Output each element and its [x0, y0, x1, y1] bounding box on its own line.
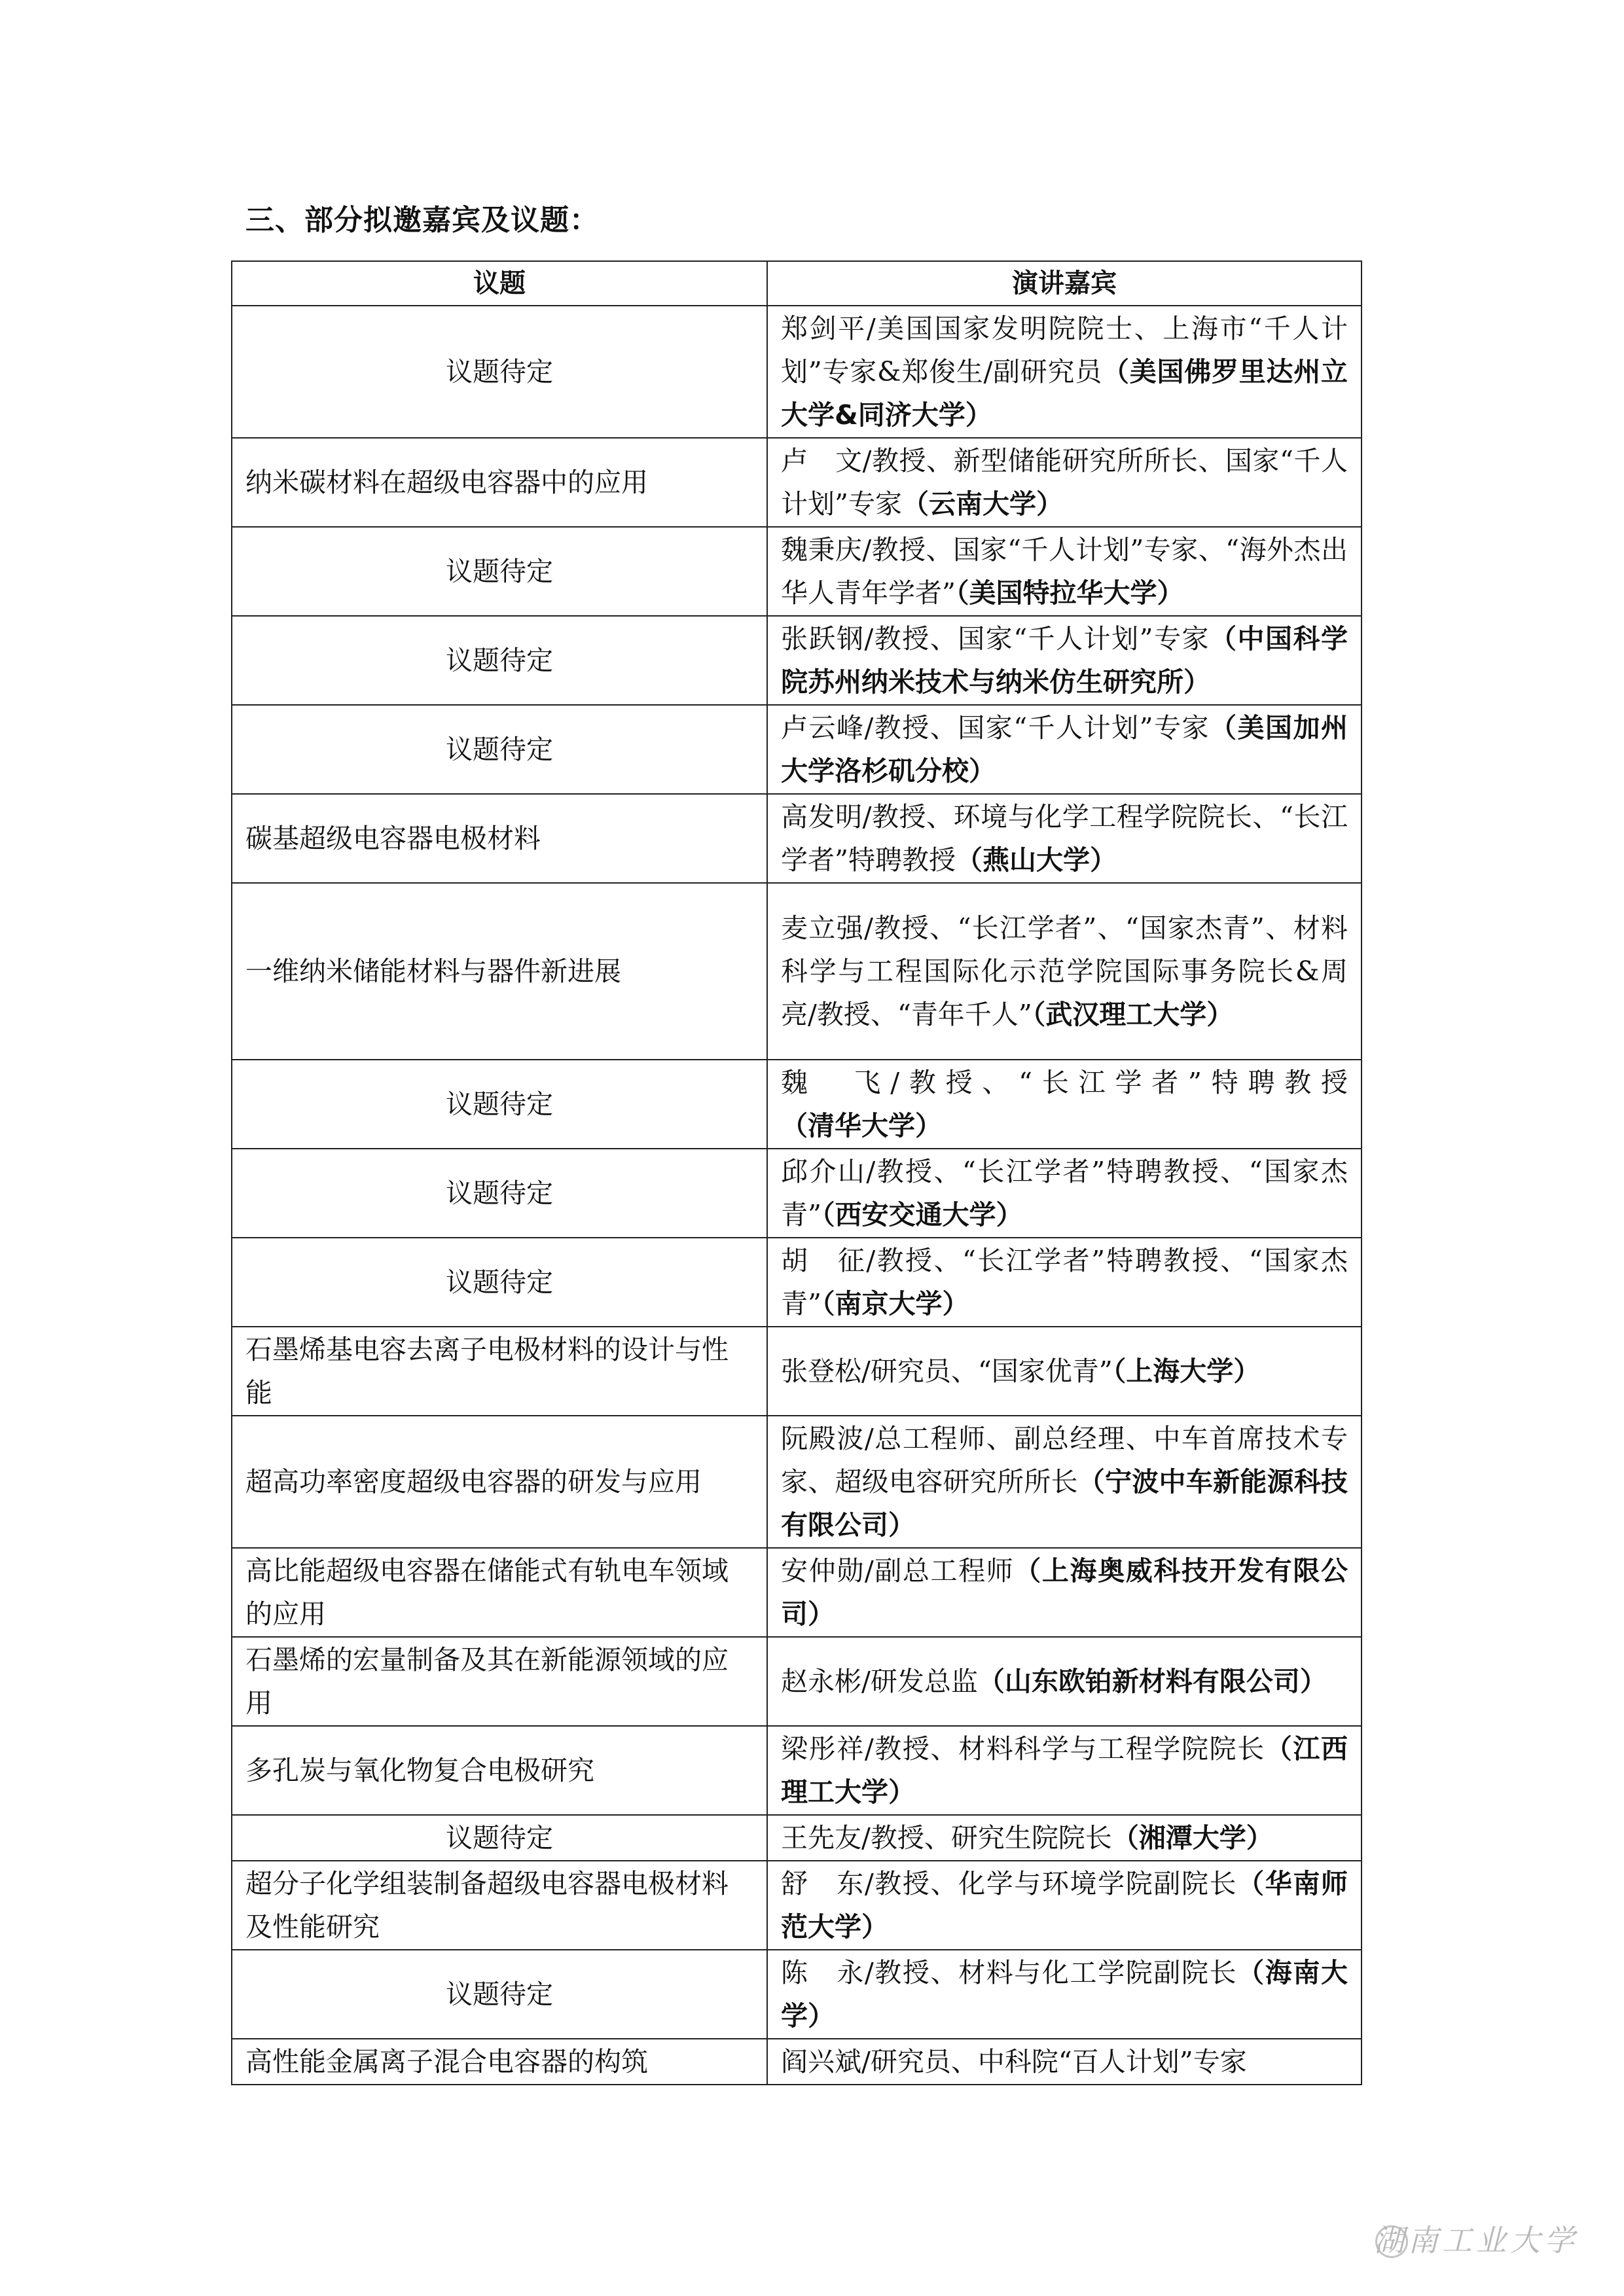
speaker-text: 阮殿波/总工程师、副总经理、中车首席技术专家、超级电容研究所所长	[781, 1423, 1348, 1498]
speaker-cell	[767, 2039, 1362, 2085]
topic-cell: 议题待定	[232, 306, 767, 438]
speaker-text: 王先友/教授、研究生院院长	[781, 1822, 1112, 1854]
speaker-text: 陈 永/教授、材料与化工学院副院长	[781, 1957, 1238, 1988]
topic-cell: 议题待定	[232, 705, 767, 794]
table-row	[232, 1238, 1362, 1327]
topic-cell: 高性能金属离子混合电容器的构筑	[232, 2039, 767, 2085]
speaker-text: 郑剑平/美国国家发明院院士、上海市“千人计划”专家&郑俊生/副研究员	[781, 313, 1348, 387]
table-row	[232, 1327, 1362, 1416]
topic-cell: 议题待定	[232, 1060, 767, 1149]
table-row	[232, 1815, 1362, 1861]
speaker-cell	[767, 1060, 1362, 1149]
topic-cell: 纳米碳材料在超级电容器中的应用	[232, 438, 767, 527]
speaker-org: （西安交通大学）	[821, 1199, 1023, 1230]
topic-cell: 超高功率密度超级电容器的研发与应用	[232, 1416, 767, 1548]
topic-cell: 议题待定	[232, 1149, 767, 1238]
table-row	[232, 438, 1362, 527]
speaker-text: 卢 文/教授、新型储能研究所所长、国家“千人计划”专家	[781, 445, 1348, 520]
topic-cell: 石墨烯基电容去离子电极材料的设计与性能	[232, 1327, 767, 1416]
speaker-org: （上海大学）	[1112, 1355, 1261, 1387]
speaker-org: （清华大学）	[781, 1110, 942, 1141]
speaker-org: （湘潭大学）	[1111, 1822, 1273, 1854]
table-row	[232, 2039, 1362, 2085]
speaker-cell	[767, 616, 1362, 705]
table-row	[232, 1149, 1362, 1238]
speaker-text: 赵永彬/研发总监	[781, 1666, 978, 1697]
agenda-table	[231, 260, 1375, 2085]
table-row	[232, 1861, 1362, 1950]
table-row	[232, 883, 1362, 1060]
speaker-cell	[767, 1416, 1362, 1548]
speaker-text: 张登松/研究员、“国家优青”	[781, 1355, 1113, 1387]
speaker-cell	[767, 1950, 1362, 2039]
table-row	[232, 1726, 1362, 1815]
topic-cell: 多孔炭与氧化物复合电极研究	[232, 1726, 767, 1815]
speaker-org: （中国科学院苏州纳米技术与纳米仿生研究所）	[781, 623, 1348, 698]
speaker-org: （海南大学）	[781, 1957, 1348, 2032]
speaker-org: （美国特拉华大学）	[955, 577, 1184, 609]
speaker-text: 魏秉庆/教授、国家“千人计划”专家、“海外杰出华人青年学者”	[781, 534, 1348, 609]
speaker-text: 梁彤祥/教授、材料科学与工程学院院长	[781, 1733, 1265, 1765]
topic-cell: 议题待定	[232, 616, 767, 705]
speaker-org: （华南师范大学）	[781, 1868, 1348, 1943]
speaker-cell	[767, 1637, 1362, 1726]
table-row	[232, 1060, 1362, 1149]
speaker-org: （云南大学）	[901, 488, 1063, 520]
topic-cell: 议题待定	[232, 1238, 767, 1327]
speaker-org: （燕山大学）	[955, 844, 1117, 876]
speaker-text: 卢云峰/教授、国家“千人计划”专家	[781, 712, 1210, 744]
speaker-cell	[767, 306, 1362, 438]
speaker-text: 邱介山/教授、“长江学者”特聘教授、“国家杰青”	[781, 1156, 1348, 1230]
speaker-org: （南京大学）	[821, 1288, 969, 1319]
table-row	[232, 1950, 1362, 2039]
topic-cell: 超分子化学组装制备超级电容器电极材料及性能研究	[232, 1861, 767, 1950]
table-row	[232, 1416, 1362, 1548]
topic-cell: 议题待定	[232, 1950, 767, 2039]
speaker-cell	[767, 527, 1362, 616]
topic-cell: 议题待定	[232, 527, 767, 616]
speaker-cell	[767, 1726, 1362, 1815]
header-speaker: 演讲嘉宾	[767, 261, 1362, 306]
table-header-row	[232, 261, 1362, 306]
speaker-org: （宁波中车新能源科技有限公司）	[781, 1466, 1348, 1541]
speaker-org: （江西理工大学）	[781, 1733, 1348, 1808]
topic-cell: 议题待定	[232, 1815, 767, 1861]
table-row	[232, 705, 1362, 794]
speaker-org: （武汉理工大学）	[1032, 999, 1234, 1030]
speaker-cell	[767, 1861, 1362, 1950]
speaker-org: （美国佛罗里达州立大学&同济大学）	[781, 356, 1348, 431]
speaker-cell	[767, 1149, 1362, 1238]
table-row	[232, 794, 1362, 883]
speaker-cell	[767, 1327, 1362, 1416]
table-row	[232, 1637, 1362, 1726]
table-row	[232, 1548, 1362, 1637]
table-row	[232, 306, 1362, 438]
speaker-text: 张跃钢/教授、国家“千人计划”专家	[781, 623, 1210, 655]
speaker-org: （山东欧铂新材料有限公司）	[977, 1666, 1327, 1697]
speaker-text: 胡 征/教授、“长江学者”特聘教授、“国家杰青”	[781, 1245, 1348, 1319]
speaker-text: 阎兴斌/研究员、中科院“百人计划”专家	[781, 2046, 1247, 2077]
speaker-cell	[767, 883, 1375, 1060]
table-row	[232, 616, 1362, 705]
speaker-org: （美国加州大学洛杉矶分校）	[781, 712, 1348, 787]
section-title: 三、部分拟邀嘉宾及议题：	[245, 204, 599, 237]
speaker-cell	[767, 794, 1362, 883]
speaker-cell	[767, 705, 1362, 794]
speaker-cell	[767, 438, 1362, 527]
speaker-text: 麦立强/教授、“长江学者”、“国家杰青”、材料科学与工程国际化示范学院国际事务院长&周 亮/教授、“青年千人”	[781, 912, 1375, 1030]
topic-cell: 高比能超级电容器在储能式有轨电车领域的应用	[232, 1548, 767, 1637]
topic-cell: 一维纳米储能材料与器件新进展	[232, 883, 767, 1060]
table-row	[232, 527, 1362, 616]
speaker-text: 安仲勋/副总工程师	[781, 1555, 1015, 1587]
speaker-text: 魏 飞/教授、“长江学者”特聘教授	[781, 1067, 1348, 1098]
speaker-org: （上海奥威科技开发有限公司）	[781, 1555, 1348, 1630]
speaker-cell	[767, 1815, 1362, 1861]
topic-cell: 石墨烯的宏量制备及其在新能源领域的应用	[232, 1637, 767, 1726]
speaker-text: 舒 东/教授、化学与环境学院副院长	[781, 1868, 1238, 1899]
speaker-cell	[767, 1548, 1362, 1637]
speaker-cell	[767, 1238, 1362, 1327]
header-topic: 议题	[232, 261, 767, 306]
speaker-text: 高发明/教授、环境与化学工程学院院长、“长江学者”特聘教授	[781, 801, 1348, 876]
watermark: 湖南工业大学	[1374, 2223, 1578, 2258]
topic-cell: 碳基超级电容器电极材料	[232, 794, 767, 883]
